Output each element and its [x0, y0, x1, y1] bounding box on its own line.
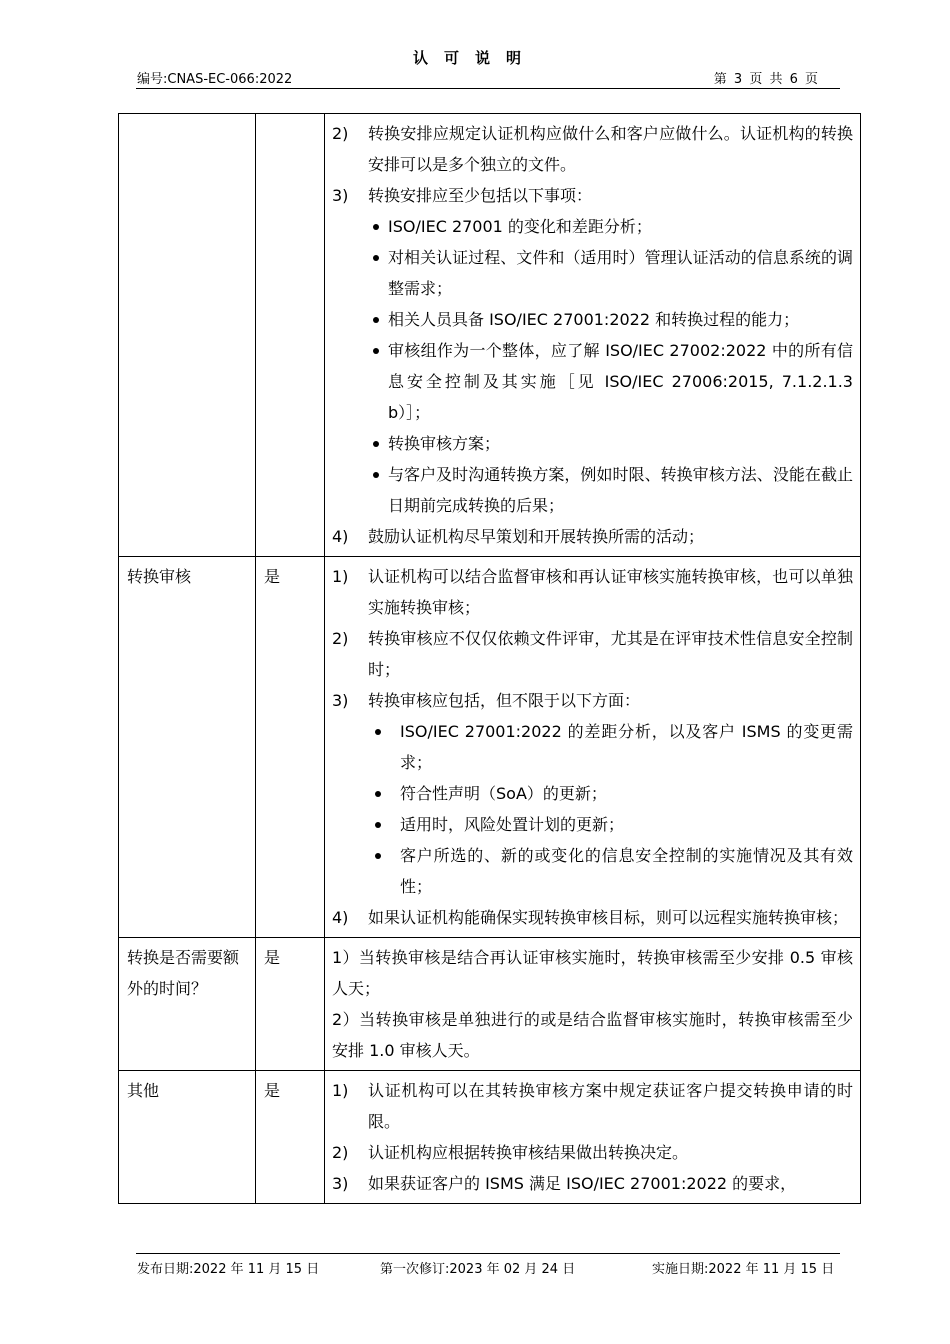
- item-number: 3): [332, 1174, 349, 1193]
- header-rule: [136, 88, 840, 89]
- content-cell: [325, 938, 861, 1071]
- bullet-item: 适用时，风险处置计划的更新；: [332, 809, 853, 840]
- bullet-item: ISO/IEC 27001:2022 的差距分析，以及客户 ISMS 的变更需求；: [332, 716, 853, 778]
- item-number: 2): [332, 629, 349, 648]
- topic-cell: 转换审核: [119, 557, 256, 938]
- numbered-item: [332, 1137, 853, 1168]
- item-text: 转换安排应规定认证机构应做什么和客户应做什么。认证机构的转换安排可以是多个独立的文件。: [368, 124, 853, 174]
- paragraph: 2）当转换审核是单独进行的或是结合监督审核实施时，转换审核需至少安排 1.0 审核人天。: [332, 1010, 853, 1060]
- revision-date: 第一次修订:2023 年 02 月 24 日: [380, 1262, 576, 1277]
- issue-date: 发布日期:2022 年 11 月 15 日: [137, 1262, 320, 1277]
- item-text: 如果获证客户的 ISMS 满足 ISO/IEC 27001:2022 的要求，: [368, 1174, 797, 1193]
- paragraph: 1）当转换审核是结合再认证审核实施时，转换审核需至少安排 0.5 审核人天；: [332, 948, 853, 998]
- applicable-cell: [256, 114, 325, 557]
- numbered-item: [332, 180, 853, 211]
- table-row: [119, 938, 861, 1071]
- bullet-item: ISO/IEC 27001 的变化和差距分析；: [332, 211, 853, 242]
- bullet-item: 转换审核方案；: [332, 428, 853, 459]
- item-number: 4): [332, 908, 349, 927]
- document-title: 认可说明: [412, 49, 537, 67]
- numbered-item: [332, 1168, 853, 1199]
- numbered-item: [332, 118, 853, 180]
- bullet-item: 与客户及时沟通转换方案，例如时限、转换审核方法、没能在截止日期前完成转换的后果；: [332, 459, 853, 521]
- item-number: 2): [332, 1143, 349, 1162]
- item-number: 3): [332, 691, 349, 710]
- content-cell: [325, 114, 861, 557]
- table-row: [119, 557, 861, 938]
- topic-cell: 转换是否需要额外的时间？: [119, 938, 256, 1071]
- item-number: 2): [332, 124, 349, 143]
- item-text: 转换安排应至少包括以下事项：: [368, 186, 593, 205]
- table-row: [119, 1071, 861, 1204]
- item-text: 转换审核应不仅仅依赖文件评审，尤其是在评审技术性信息安全控制时；: [368, 629, 853, 679]
- item-text: 鼓励认证机构尽早策划和开展转换所需的活动；: [368, 527, 705, 546]
- bullet-item: 客户所选的、新的或变化的信息安全控制的实施情况及其有效性；: [332, 840, 853, 902]
- bullet-item: 对相关认证过程、文件和（适用时）管理认证活动的信息系统的调整需求；: [332, 242, 853, 304]
- numbered-item: [332, 521, 853, 552]
- item-text: 认证机构可以结合监督审核和再认证审核实施转换审核，也可以单独实施转换审核；: [368, 567, 853, 617]
- item-text: 认证机构可以在其转换审核方案中规定获证客户提交转换申请的时限。: [368, 1081, 853, 1131]
- topic-cell: 其他: [119, 1071, 256, 1204]
- requirements-table: [118, 113, 861, 1204]
- bullet-item: 符合性声明（SoA）的更新；: [332, 778, 853, 809]
- effective-date: 实施日期:2022 年 11 月 15 日: [652, 1262, 835, 1277]
- footer-rule: [136, 1253, 840, 1254]
- applicable-cell: 是: [256, 938, 325, 1071]
- item-text: 如果认证机构能确保实现转换审核目标，则可以远程实施转换审核；: [368, 908, 849, 927]
- bullet-item: 相关人员具备 ISO/IEC 27001:2022 和转换过程的能力；: [332, 304, 853, 335]
- content-cell: [325, 1071, 861, 1204]
- topic-cell: [119, 114, 256, 557]
- applicable-cell: 是: [256, 1071, 325, 1204]
- numbered-item: [332, 1075, 853, 1137]
- item-number: 4): [332, 527, 349, 546]
- item-number: 1): [332, 567, 349, 586]
- page-info: 第 3 页 共 6 页: [713, 72, 818, 87]
- item-text: 认证机构应根据转换审核结果做出转换决定。: [368, 1143, 689, 1162]
- table-row: [119, 114, 861, 557]
- applicable-cell: 是: [256, 557, 325, 938]
- content-cell: [325, 557, 861, 938]
- item-number: 3): [332, 186, 349, 205]
- numbered-item: [332, 902, 853, 933]
- bullet-item: 审核组作为一个整体，应了解 ISO/IEC 27002:2022 中的所有信息安全控制及其实施［见 ISO/IEC 27006:2015, 7.1.2.1.3 b）］；: [332, 335, 853, 428]
- numbered-item: [332, 685, 853, 716]
- item-text: 转换审核应包括，但不限于以下方面：: [368, 691, 641, 710]
- item-number: 1): [332, 1081, 349, 1100]
- numbered-item: [332, 561, 853, 623]
- document-number: 编号:CNAS-EC-066:2022: [137, 72, 293, 87]
- numbered-item: [332, 623, 853, 685]
